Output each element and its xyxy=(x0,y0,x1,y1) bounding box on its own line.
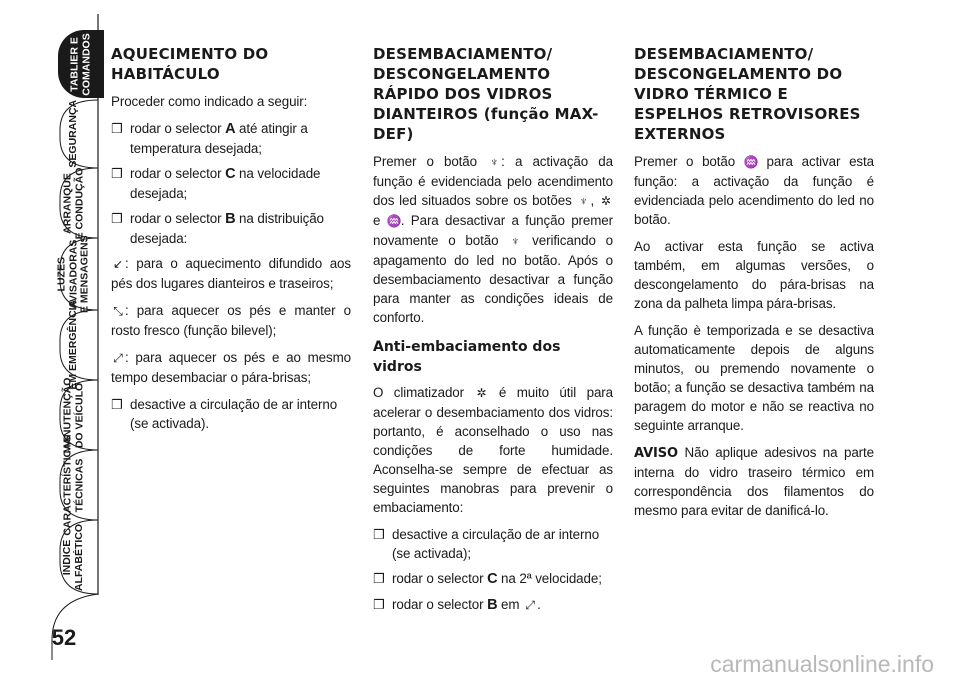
selector-c-label: C xyxy=(487,571,498,587)
mode-feet-windscreen-text: ⤢ : para aquecer os pés e ao mesmo tempo desembaciar o pára-brisas; xyxy=(111,350,351,385)
max-def-text: Premer o botão ♆ : a activação da função é evidenciada pelo acendimento dos led situados sobre os botões ♆ , ✲ e ♒. Para desactivar a função premer novamente o botão ♆ verificando o apagamento do led no botão. Após o desembaciamento desactivar a função para manter as condições ideais de conforto. xyxy=(373,154,614,325)
bilevel-airflow-icon: ⤡ xyxy=(113,304,123,318)
tab-arranque-e-conducao[interactable] xyxy=(50,167,98,239)
selector-a-label: A xyxy=(225,121,236,137)
max-def-icon: ♆ xyxy=(489,155,499,169)
tab-indice-alfabetico[interactable] xyxy=(50,523,98,591)
tab-label: MANUTENÇÃO DO VEÍCULO xyxy=(61,377,86,453)
warning-text: AVISO Não aplique adesivos na parte interna do vidro traseiro térmico em correspondência dos filamentos do mesmo para evitar de danificá-lo. xyxy=(634,445,874,518)
bullet-box-icon: ❒ xyxy=(111,211,123,226)
tab-label: LUZES AVISADORAS E MENSAGENS xyxy=(55,235,91,313)
bullet-box-icon: ❒ xyxy=(373,597,385,612)
windscreen-defrost-text: Ao activar esta função se activa também, em algumas versões, o descongelamento do pára-brisas na zona da palheta limpa pára-brisas. xyxy=(634,239,874,311)
page-number: 52 xyxy=(51,625,77,650)
list-item: ❒ rodar o selector B na distribuição desejada: xyxy=(111,211,324,246)
list-item: ❒ rodar o selector B em ⤢ . xyxy=(373,597,541,613)
list-item: ❒ desactive a circulação de ar interno (se activada); xyxy=(373,527,600,561)
warning-label: AVISO xyxy=(634,446,678,461)
list-item: ❒ rodar o selector C na 2ª velocidade; xyxy=(373,571,602,587)
max-def-icon: ♆ xyxy=(510,234,520,248)
tab-label: SEGURANÇA xyxy=(67,100,80,168)
section-title-max-def: DESEMBACIAMENTO/ DESCONGELAMENTO RÁPIDO DOS VIDROS DIANTEIROS (função MAX-DEF) xyxy=(373,45,599,143)
tab-em-emergencia[interactable] xyxy=(50,300,98,390)
tab-label: ARRANQUE E CONDUÇÃO xyxy=(61,167,86,239)
chapter-sidebar xyxy=(0,0,104,692)
feet-windscreen-airflow-icon: ⤢ xyxy=(113,351,123,365)
list-item: ❒ desactive a circulação de ar interno (se activada). xyxy=(111,397,338,431)
bullet-box-icon: ❒ xyxy=(111,121,123,136)
subsection-title-anti-fog: Anti-embaciamento dos vidros xyxy=(373,339,561,375)
rear-defrost-icon: ♒ xyxy=(743,155,759,169)
tab-tablier-e-comandos[interactable] xyxy=(58,30,104,98)
mode-feet-text: ↙ : para o aquecimento difundido aos pés dos lugares dianteiros e traseiros; xyxy=(111,256,351,291)
list-item: ❒ rodar o selector C na velocidade desejada; xyxy=(111,166,321,201)
tab-seguranca[interactable] xyxy=(50,100,98,168)
column-max-def xyxy=(373,44,613,621)
selector-b-label: B xyxy=(487,597,498,613)
selector-b-label: B xyxy=(225,211,236,227)
intro-text: Proceder como indicado a seguir: xyxy=(111,94,308,109)
tab-label: EM EMERGÊNCIA xyxy=(67,300,80,390)
column-heating xyxy=(111,44,351,439)
feet-airflow-icon: ↙ xyxy=(113,257,123,271)
section-title-heating: AQUECIMENTO DO HABITÁCULO xyxy=(111,45,269,83)
tab-luzes-avisadoras[interactable] xyxy=(50,235,98,313)
anti-fog-text: O climatizador ✲ é muito útil para acelerar o desembaciamento dos vidros: portanto, é aconselhado o uso nas condições de forte humidade. Aconselha-se sempre de efectuar as seguintes manobras para prevenir o embaciamento: xyxy=(373,385,613,515)
mode-bilevel-text: ⤡ : para aquecer os pés e manter o rosto fresco (função bilevel); xyxy=(111,303,351,338)
bullet-box-icon: ❒ xyxy=(373,571,385,586)
rear-defrost-text: Premer o botão ♒ para activar esta função: a activação da função é evidenciada pelo acendimento do led no botão. xyxy=(634,154,874,227)
bullet-box-icon: ❒ xyxy=(373,527,385,542)
rear-defrost-icon: ♒ xyxy=(386,214,402,228)
snowflake-icon: ✲ xyxy=(476,386,487,400)
snowflake-icon: ✲ xyxy=(601,194,611,208)
tab-label: ÍNDICE ALFABÉTICO xyxy=(61,523,85,591)
max-def-icon: ♆ xyxy=(579,194,588,208)
bullet-box-icon: ❒ xyxy=(111,166,123,181)
bullet-box-icon: ❒ xyxy=(111,397,123,412)
feet-windscreen-airflow-icon: ⤢ xyxy=(525,598,535,612)
selector-c-label: C xyxy=(225,166,236,182)
tab-label: CARACTERÍSTICAS TÉCNICAS xyxy=(61,434,85,536)
tab-label: TABLIER E COMANDOS xyxy=(68,32,93,96)
tab-caracteristicas-tecnicas[interactable] xyxy=(50,434,98,536)
watermark: carmanualsonline.info xyxy=(710,651,934,677)
section-title-rear-defrost: DESEMBACIAMENTO/ DESCONGELAMENTO DO VIDRO TÉRMICO E ESPELHOS RETROVISORES EXTERNOS xyxy=(634,45,861,143)
list-item: ❒ rodar o selector A até atingir a temperatura desejada; xyxy=(111,121,308,156)
column-rear-defrost xyxy=(634,44,874,528)
timer-text: A função è temporizada e se desactiva automaticamente depois de alguns minutos, ou premendo novamente o botão; a função se desactiva também na paragem do motor e não se reactiva no seguinte arranque. xyxy=(634,323,874,433)
